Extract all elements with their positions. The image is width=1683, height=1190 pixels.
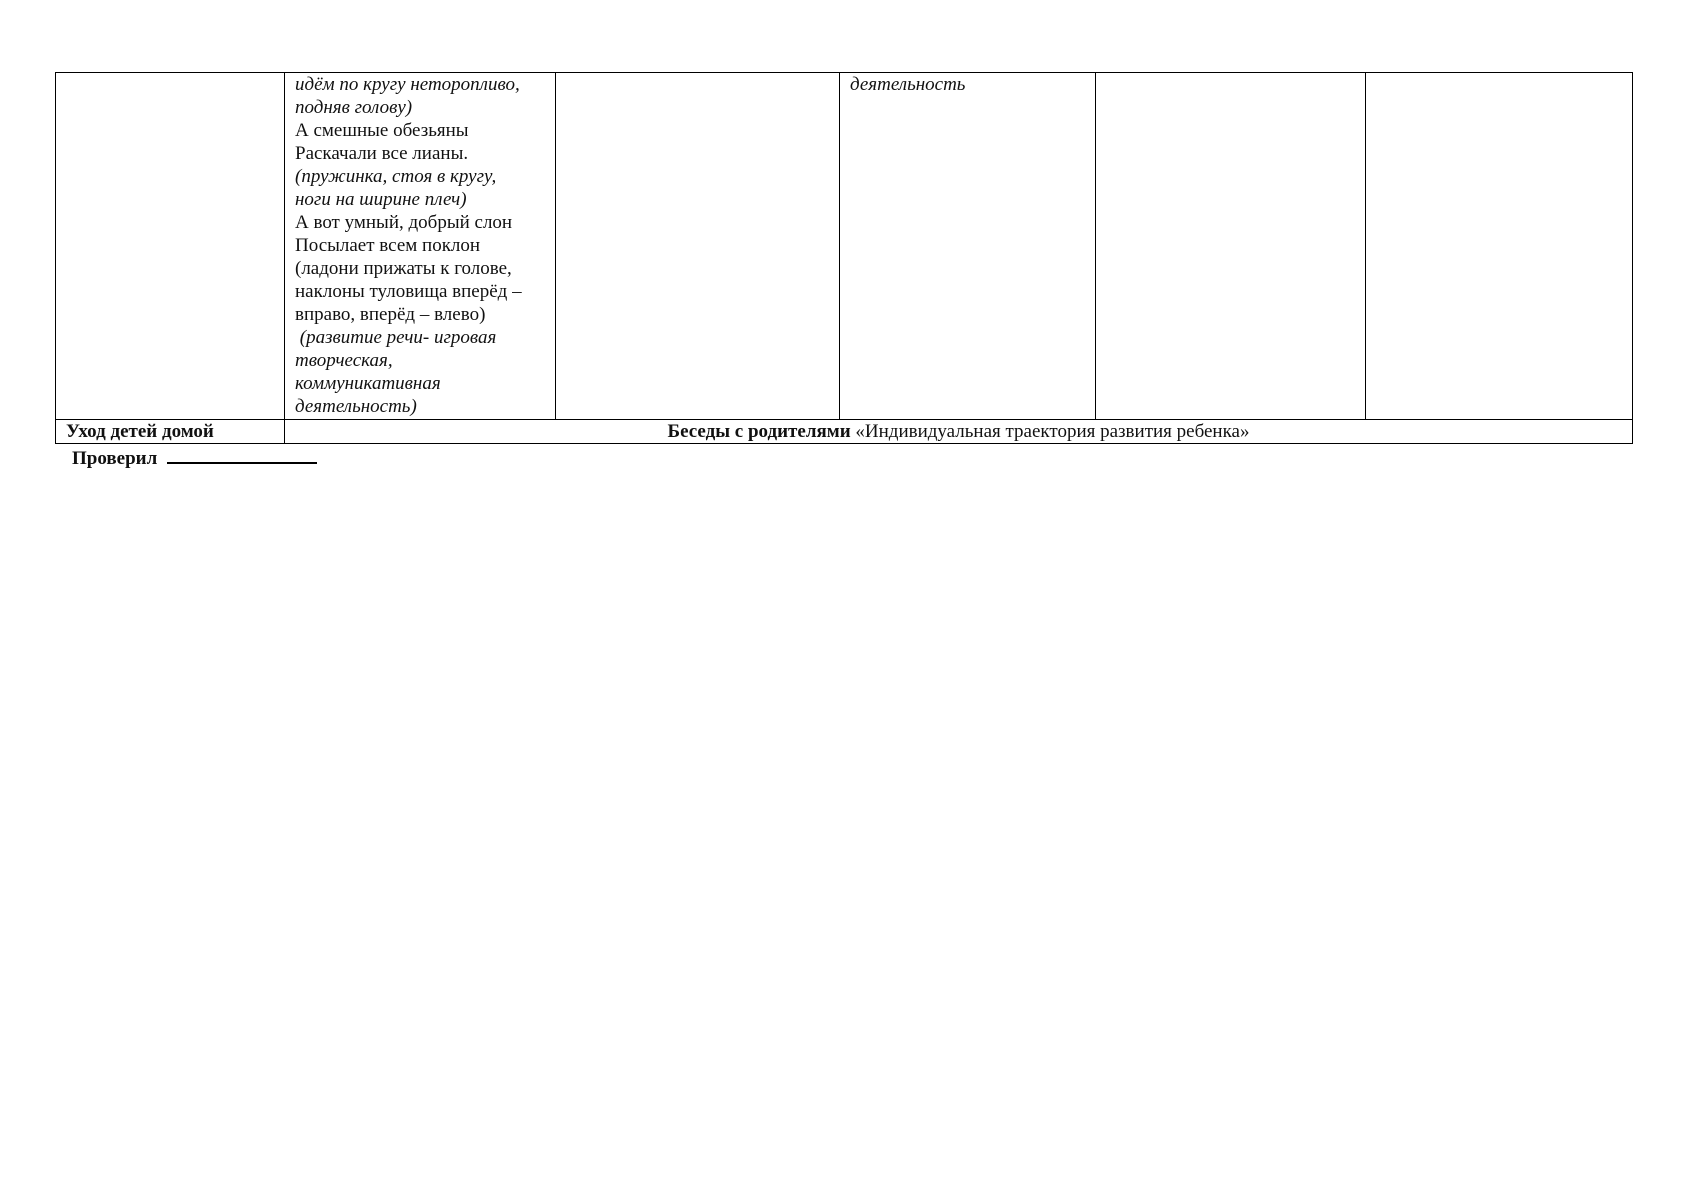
text-line: наклоны туловища вперёд – (295, 281, 522, 302)
table-cell-activity-type: деятельность (840, 73, 1096, 420)
text-line: А вот умный, добрый слон (295, 212, 513, 233)
signature-line (167, 446, 317, 464)
parent-talk-topic: «Индивидуальная траектория развития ребенка» (850, 421, 1250, 442)
signature-label: Проверил (72, 448, 158, 469)
text-line: (развитие речи- игровая (295, 327, 497, 348)
text-line: (ладони прижаты к голове, (295, 258, 512, 279)
signature-block (72, 446, 317, 470)
table-cell-regime (56, 73, 285, 420)
table-row (56, 73, 1633, 420)
text-line: деятельность) (295, 396, 417, 417)
text-line: коммуникативная (295, 373, 441, 394)
table-row (56, 420, 1633, 444)
text-line: вправо, вперёд – влево) (295, 304, 486, 325)
text-line: (пружинка, стоя в кругу, (295, 166, 497, 187)
text-line: ноги на ширине плеч) (295, 189, 467, 210)
daily-plan-table (55, 72, 1633, 444)
parent-talk-cell (285, 420, 1633, 444)
table-cell-activity-text (285, 73, 556, 420)
table-cell-empty (556, 73, 840, 420)
text-line: А смешные обезьяны (295, 120, 469, 141)
text-line: творческая, (295, 350, 393, 371)
text-line: подняв голову) (295, 97, 413, 118)
departure-label: Уход детей домой (56, 420, 285, 444)
table-cell-empty (1096, 73, 1366, 420)
text-line: Раскачали все лианы. (295, 143, 469, 164)
text-line: Посылает всем поклон (295, 235, 481, 256)
table-cell-empty (1366, 73, 1633, 420)
text-line: идём по кругу неторопливо, (295, 74, 520, 95)
parent-talk-heading: Беседы с родителями (667, 421, 851, 442)
